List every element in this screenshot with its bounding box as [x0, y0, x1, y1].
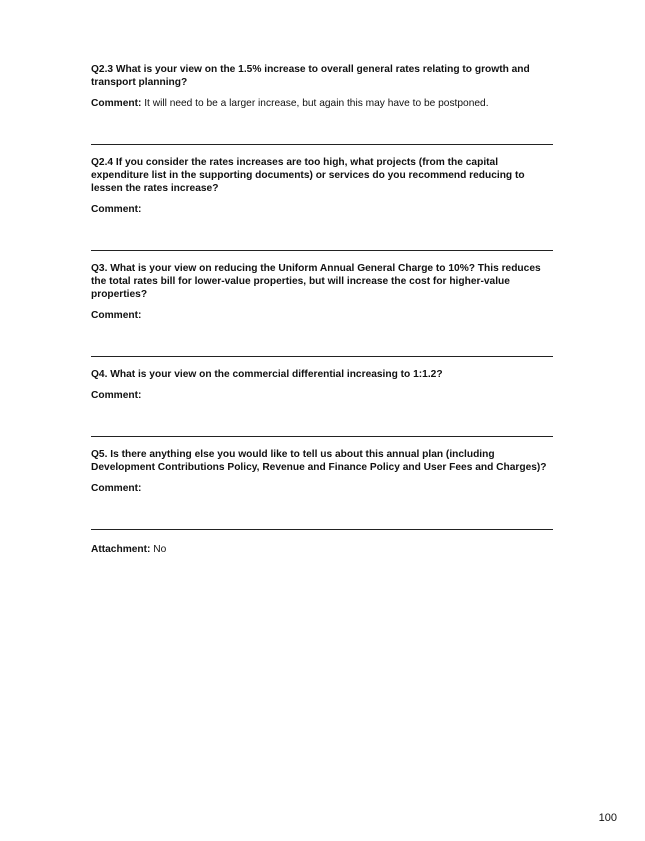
- comment-label: Comment:: [91, 390, 142, 401]
- section-divider: [91, 356, 553, 357]
- attachment-label: Attachment:: [91, 544, 151, 555]
- question-text: Q3. What is your view on reducing the Uniform Annual General Charge to 10%? This reduces the total rates bill for lower-value properties, but will increase the cost for higher-value properties?: [91, 263, 541, 300]
- question-block-q2-3: [91, 63, 553, 110]
- comment-label: Comment:: [91, 98, 142, 109]
- section-divider: [91, 144, 553, 145]
- question-block-q4: [91, 368, 553, 402]
- comment-answer: [91, 389, 553, 402]
- comment-answer: [91, 309, 553, 322]
- comment-answer: [91, 97, 553, 110]
- attachment-line: [91, 543, 553, 556]
- comment-answer: [91, 482, 553, 495]
- question-text: Q2.4 If you consider the rates increases are too high, what projects (from the capital expenditure list in the supporting documents) or services do you recommend reducing to lessen the rates increase?: [91, 157, 525, 194]
- section-divider: [91, 436, 553, 437]
- question-block-q3: [91, 262, 553, 322]
- comment-label: Comment:: [91, 310, 142, 321]
- comment-label: Comment:: [91, 483, 142, 494]
- question-text: Q4. What is your view on the commercial differential increasing to 1:1.2?: [91, 369, 443, 380]
- comment-answer: [91, 203, 553, 216]
- question-text: Q5. Is there anything else you would like to tell us about this annual plan (including Development Contributions Policy, Revenue and Finance Policy and User Fees and Charges)?: [91, 449, 547, 473]
- page-number: 100: [598, 812, 617, 824]
- comment-label: Comment:: [91, 204, 142, 215]
- question-block-q5: [91, 448, 553, 495]
- attachment-value: No: [153, 544, 167, 555]
- question-block-q2-4: [91, 156, 553, 216]
- submission-content: [91, 63, 553, 556]
- section-divider: [91, 250, 553, 251]
- section-divider: [91, 529, 553, 530]
- comment-text: It will need to be a larger increase, but again this may have to be postponed.: [144, 98, 489, 109]
- question-text: Q2.3 What is your view on the 1.5% increase to overall general rates relating to growth and transport planning?: [91, 64, 530, 88]
